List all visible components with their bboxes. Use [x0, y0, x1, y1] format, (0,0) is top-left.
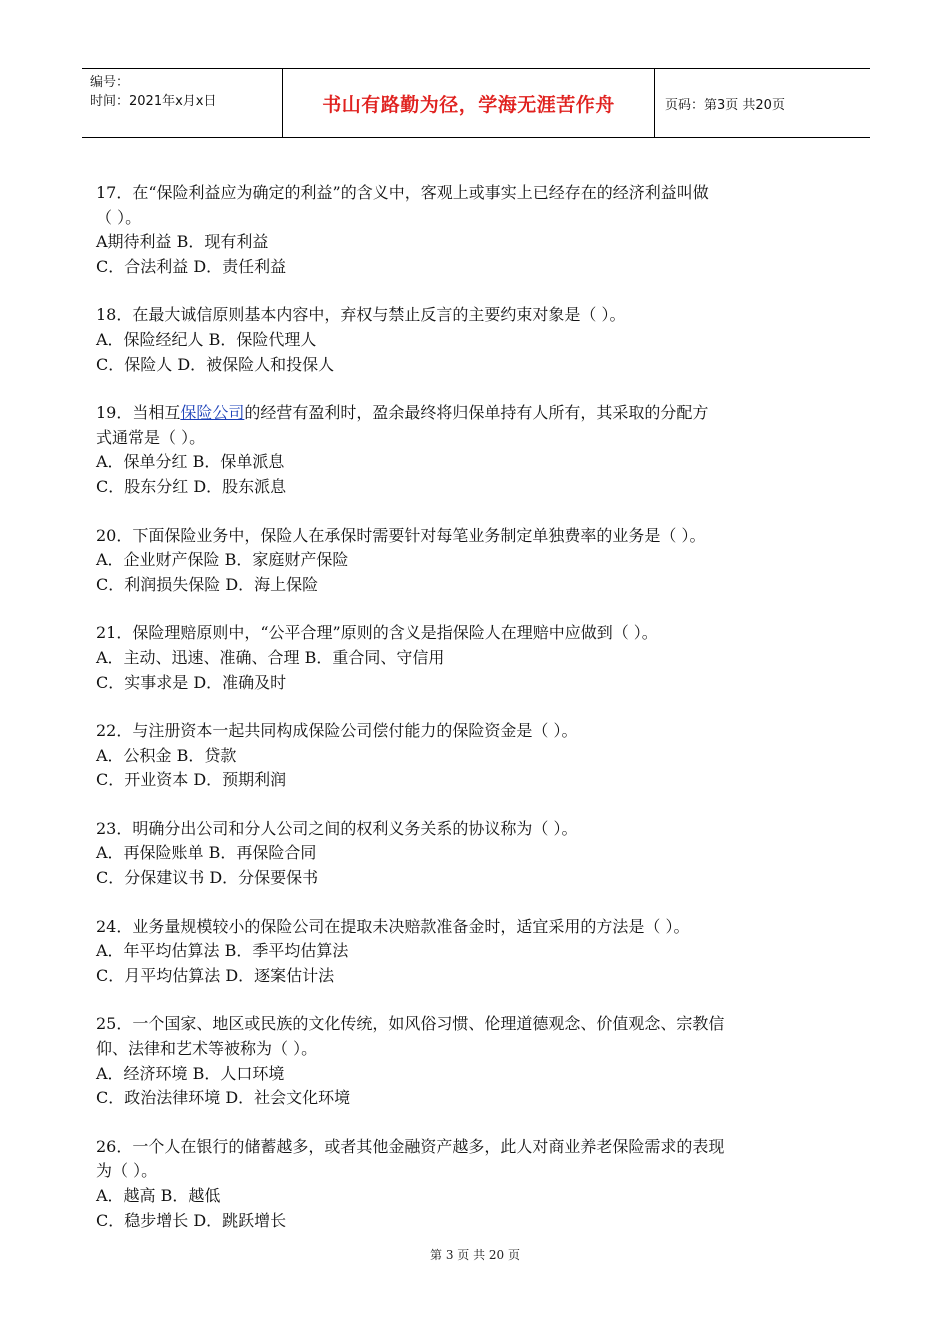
option-line: A．企业财产保险 B．家庭财产保险: [96, 550, 349, 570]
option-line: C．实事求是 D．准确及时: [96, 672, 287, 692]
time-label: 时间：2021年x月x日: [90, 94, 217, 109]
question-text: 21．保险理赔原则中，“公平合理”原则的含义是指保险人在理赔中应做到（ ）。: [96, 623, 658, 643]
number-label: 编号：: [90, 75, 130, 90]
question-text: 22．与注册资本一起共同构成保险公司偿付能力的保险资金是（ ）。: [96, 721, 578, 741]
question-list: [96, 181, 856, 1257]
option-line: A．年平均估算法 B．季平均估算法: [96, 941, 349, 961]
header-page-info: 页码：第3页 共20页: [665, 97, 785, 113]
question-26: [96, 1135, 856, 1233]
option-line: C．稳步增长 D．跳跃增长: [96, 1210, 287, 1230]
question-text: 26．一个人在银行的储蓄越多，或者其他金融资产越多，此人对商业养老保险需求的表现: [96, 1136, 725, 1156]
option-line: A．经济环境 B．人口环境: [96, 1063, 285, 1083]
question-text: 25．一个国家、地区或民族的文化传统，如风俗习惯、伦理道德观念、价值观念、宗教信: [96, 1014, 725, 1034]
question-text: 仰、法律和艺术等被称为（ ）。: [96, 1039, 318, 1059]
question-text: [96, 401, 856, 426]
option-line: C．保险人 D．被保险人和投保人: [96, 354, 335, 374]
option-line: A．再保险账单 B．再保险合同: [96, 843, 317, 863]
question-text: 17．在“保险利益应为确定的利益”的含义中，客观上或事实上已经存在的经济利益叫做: [96, 183, 709, 202]
question-25: [96, 1012, 856, 1110]
option-line: C．合法利益 D．责任利益: [96, 256, 287, 276]
option-line: C．政治法律环境 D．社会文化环境: [96, 1088, 351, 1108]
question-text: （ ）。: [96, 207, 142, 227]
option-line: A期待利益 B．现有利益: [96, 232, 269, 252]
question-23: [96, 817, 856, 891]
option-line: C．利润损失保险 D．海上保险: [96, 574, 319, 594]
insurance-company-link[interactable]: 保险公司: [180, 403, 245, 423]
page-footer: 第 3 页 共 20 页: [430, 1248, 520, 1262]
question-text: 24．业务量规模较小的保险公司在提取未决赔款准备金时，适宜采用的方法是（ ）。: [96, 916, 690, 936]
question-18: [96, 303, 856, 377]
question-text-start: 19．当相互: [96, 403, 181, 423]
header-meta: [82, 69, 282, 137]
question-text: 式通常是（ ）。: [96, 427, 206, 447]
option-line: C．月平均估算法 D．逐案估计法: [96, 965, 335, 985]
page-header: [82, 68, 870, 138]
question-17: [96, 181, 856, 279]
question-20: [96, 524, 856, 598]
question-24: [96, 915, 856, 989]
option-line: C．分保建议书 D．分保要保书: [96, 868, 319, 888]
option-line: A．越高 B．越低: [96, 1186, 221, 1205]
option-line: A．保单分红 B．保单派息: [96, 452, 285, 472]
question-22: [96, 719, 856, 793]
question-text: 23．明确分出公司和分人公司之间的权利义务关系的协议称为（ ）。: [96, 818, 578, 838]
option-line: A．公积金 B．贷款: [96, 745, 237, 765]
question-19: [96, 401, 856, 499]
question-21: [96, 621, 856, 695]
option-line: C．开业资本 D．预期利润: [96, 770, 287, 790]
question-text-end: 的经营有盈利时，盈余最终将归保单持有人所有，其采取的分配方: [244, 403, 709, 423]
question-text: 为（ ）。: [96, 1161, 158, 1181]
question-text: 18．在最大诚信原则基本内容中，弃权与禁止反言的主要约束对象是（ ）。: [96, 305, 626, 325]
option-line: A．保险经纪人 B．保险代理人: [96, 329, 317, 349]
option-line: C．股东分红 D．股东派息: [96, 476, 287, 496]
option-line: A．主动、迅速、准确、合理 B．重合同、守信用: [96, 647, 445, 667]
question-text: 20．下面保险业务中，保险人在承保时需要针对每笔业务制定单独费率的业务是（ ）。: [96, 525, 706, 545]
header-motto: 书山有路勤为径，学海无涯苦作舟: [282, 69, 655, 137]
